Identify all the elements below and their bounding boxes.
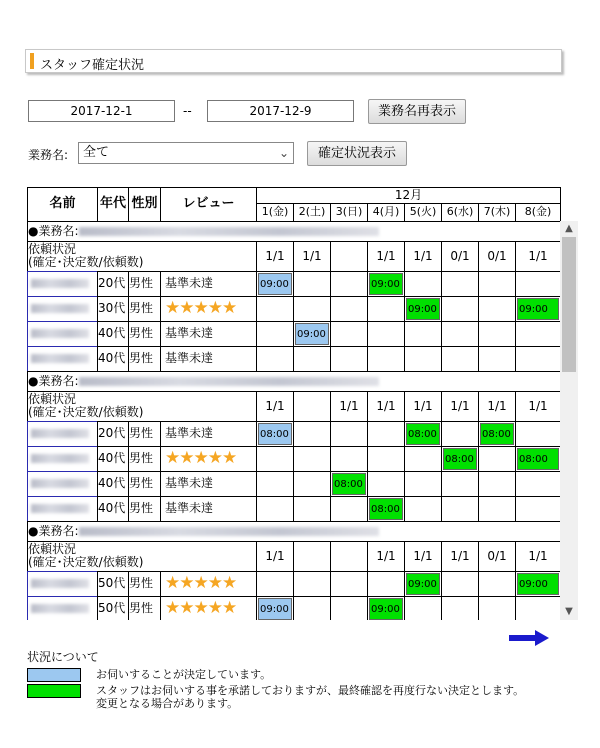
accepted-slot[interactable]: 09:00 xyxy=(406,298,440,320)
work-name-redacted xyxy=(79,227,379,236)
accepted-slot[interactable]: 08:00 xyxy=(443,448,477,470)
schedule-cell[interactable] xyxy=(367,446,405,472)
schedule-cell[interactable] xyxy=(330,496,368,522)
schedule-cell[interactable] xyxy=(256,446,294,472)
col-header-name: 名前 xyxy=(27,187,98,222)
work-group-label: ●業務名: xyxy=(28,524,79,538)
schedule-cell[interactable] xyxy=(293,346,331,372)
request-status-title: 依頼状況 xyxy=(28,242,77,256)
request-status-cell xyxy=(293,391,331,422)
day-header: 2(土) xyxy=(293,203,331,222)
accepted-slot[interactable]: 08:00 xyxy=(369,498,403,520)
schedule-cell[interactable] xyxy=(404,271,442,297)
day-header: 1(金) xyxy=(256,203,294,222)
staff-review xyxy=(160,471,257,497)
schedule-cell[interactable] xyxy=(256,346,294,372)
staff-name-redacted xyxy=(31,429,89,438)
schedule-cell[interactable] xyxy=(367,471,405,497)
schedule-cell[interactable] xyxy=(478,346,516,372)
staff-age: 40代 xyxy=(97,496,129,522)
schedule-cell[interactable] xyxy=(330,296,368,322)
staff-age: 40代 xyxy=(97,471,129,497)
schedule-cell[interactable] xyxy=(367,596,405,620)
schedule-cell[interactable] xyxy=(330,446,368,472)
staff-age: 50代 xyxy=(97,571,129,597)
staff-name-link[interactable] xyxy=(27,296,98,322)
request-status-cell: 1/1 xyxy=(515,541,561,572)
request-status-subtitle: (確定･決定数/依頼数) xyxy=(28,405,144,419)
request-status-cell: 1/1 xyxy=(256,241,294,272)
staff-review xyxy=(160,346,257,372)
schedule-cell[interactable] xyxy=(478,571,516,597)
staff-age: 20代 xyxy=(97,421,129,447)
day-header: 4(月) xyxy=(367,203,405,222)
request-status-label xyxy=(27,391,257,422)
schedule-cell[interactable] xyxy=(367,296,405,322)
schedule-cell[interactable] xyxy=(515,346,561,372)
grid-header xyxy=(27,187,560,221)
staff-name-link[interactable] xyxy=(27,496,98,522)
schedule-cell[interactable] xyxy=(256,496,294,522)
staff-review xyxy=(160,446,257,472)
staff-name-link[interactable] xyxy=(27,471,98,497)
schedule-cell[interactable] xyxy=(293,496,331,522)
schedule-cell[interactable] xyxy=(478,271,516,297)
request-status-title: 依頼状況 xyxy=(28,542,77,556)
request-status-cell: 1/1 xyxy=(441,391,479,422)
confirmed-slot[interactable]: 09:00 xyxy=(258,273,292,295)
schedule-cell[interactable] xyxy=(367,271,405,297)
request-status-cell: 1/1 xyxy=(293,241,331,272)
day-header: 7(木) xyxy=(478,203,516,222)
legend-blue-text: お伺いすることが決定しています。 xyxy=(96,668,272,681)
schedule-cell[interactable] xyxy=(441,421,479,447)
schedule-cell[interactable] xyxy=(293,571,331,597)
staff-name-redacted xyxy=(31,279,89,288)
work-group-label: ●業務名: xyxy=(28,224,79,238)
page-title: スタッフ確定状況 xyxy=(40,58,145,73)
confirmed-slot[interactable]: 08:00 xyxy=(258,423,292,445)
accepted-slot[interactable]: 09:00 xyxy=(517,298,559,320)
request-status-cell: 1/1 xyxy=(330,391,368,422)
staff-name-redacted xyxy=(31,454,89,463)
scroll-up-icon[interactable]: ▲ xyxy=(565,223,573,234)
schedule-cell[interactable] xyxy=(515,471,561,497)
request-status-cell: 1/1 xyxy=(367,541,405,572)
date-to-input[interactable]: 2017-12-9 xyxy=(207,100,354,122)
request-status-label xyxy=(27,241,257,272)
staff-gender: 男性 xyxy=(128,496,161,522)
work-group-header xyxy=(27,521,561,542)
star-rating-icon: ★★★★★ xyxy=(165,598,237,618)
schedule-cell[interactable] xyxy=(293,471,331,497)
schedule-cell[interactable] xyxy=(330,471,368,497)
section-title-bar xyxy=(25,49,562,73)
schedule-cell[interactable] xyxy=(293,446,331,472)
legend-title: 状況について xyxy=(27,650,99,664)
work-group-header xyxy=(27,221,561,242)
schedule-cell[interactable] xyxy=(404,321,442,347)
request-status-cell xyxy=(293,541,331,572)
schedule-cell[interactable] xyxy=(404,471,442,497)
schedule-cell[interactable] xyxy=(330,421,368,447)
title-accent-mark xyxy=(30,53,34,69)
schedule-cell[interactable] xyxy=(515,571,561,597)
request-status-cell: 1/1 xyxy=(256,541,294,572)
date-separator: -- xyxy=(183,104,192,118)
request-status-cell: 1/1 xyxy=(478,391,516,422)
schedule-cell[interactable] xyxy=(441,346,479,372)
schedule-cell[interactable] xyxy=(404,446,442,472)
accepted-slot[interactable]: 09:00 xyxy=(517,573,559,595)
schedule-cell[interactable] xyxy=(330,321,368,347)
schedule-cell[interactable] xyxy=(478,446,516,472)
staff-name-link[interactable] xyxy=(27,421,98,447)
request-status-cell: 0/1 xyxy=(478,541,516,572)
schedule-cell[interactable] xyxy=(330,271,368,297)
staff-age: 50代 xyxy=(97,596,129,620)
request-status-cell: 1/1 xyxy=(404,241,442,272)
staff-age: 40代 xyxy=(97,446,129,472)
staff-name-link[interactable] xyxy=(27,346,98,372)
staff-name-link[interactable] xyxy=(27,571,98,597)
staff-review xyxy=(160,321,257,347)
schedule-cell[interactable] xyxy=(256,321,294,347)
staff-name-redacted xyxy=(31,504,89,513)
work-name-redacted xyxy=(79,527,379,536)
schedule-cell[interactable] xyxy=(441,446,479,472)
work-name-redacted xyxy=(79,377,379,386)
accepted-slot[interactable]: 09:00 xyxy=(406,573,440,595)
staff-schedule-grid xyxy=(27,187,578,620)
review-status-text: 基準未達 xyxy=(165,426,214,440)
staff-name-link[interactable] xyxy=(27,596,98,620)
review-status-text: 基準未達 xyxy=(165,276,214,290)
schedule-cell[interactable] xyxy=(293,321,331,347)
schedule-cell[interactable] xyxy=(515,496,561,522)
accepted-slot[interactable]: 09:00 xyxy=(369,273,403,295)
request-status-cell: 0/1 xyxy=(478,241,516,272)
schedule-cell[interactable] xyxy=(256,471,294,497)
accepted-slot[interactable]: 09:00 xyxy=(369,598,403,620)
schedule-cell[interactable] xyxy=(441,321,479,347)
request-status-cell xyxy=(330,241,368,272)
schedule-cell[interactable] xyxy=(404,296,442,322)
staff-name-redacted xyxy=(31,479,89,488)
schedule-cell[interactable] xyxy=(367,346,405,372)
legend-blue-swatch xyxy=(27,668,81,682)
request-status-cell: 1/1 xyxy=(256,391,294,422)
schedule-cell[interactable] xyxy=(478,421,516,447)
accepted-slot[interactable]: 08:00 xyxy=(332,473,366,495)
staff-review xyxy=(160,496,257,522)
schedule-cell[interactable] xyxy=(293,271,331,297)
reload-work-button[interactable]: 業務名再表示 xyxy=(368,99,466,124)
staff-name-redacted xyxy=(31,579,89,588)
staff-gender: 男性 xyxy=(128,271,161,297)
work-name-select[interactable] xyxy=(78,142,294,164)
schedule-cell[interactable] xyxy=(441,496,479,522)
work-group-label: ●業務名: xyxy=(28,374,79,388)
legend-green-text-2: 変更となる場合があります。 xyxy=(96,697,239,710)
schedule-cell[interactable] xyxy=(515,446,561,472)
staff-name-link[interactable] xyxy=(27,321,98,347)
day-header: 5(火) xyxy=(404,203,442,222)
schedule-cell[interactable] xyxy=(478,496,516,522)
show-status-button[interactable]: 確定状況表示 xyxy=(307,141,407,166)
schedule-cell[interactable] xyxy=(367,421,405,447)
col-header-age: 年代 xyxy=(97,187,129,222)
staff-name-redacted xyxy=(31,604,89,613)
staff-name-link[interactable] xyxy=(27,271,98,297)
review-status-text: 基準未達 xyxy=(165,501,214,515)
request-status-subtitle: (確定･決定数/依頼数) xyxy=(28,255,144,269)
schedule-cell[interactable] xyxy=(478,596,516,620)
request-status-title: 依頼状況 xyxy=(28,392,77,406)
staff-gender: 男性 xyxy=(128,296,161,322)
schedule-cell[interactable] xyxy=(404,421,442,447)
legend-green-text-1: スタッフはお伺いする事を承諾しておりますが、最終確認を再度行ない決定とします。 xyxy=(96,684,525,697)
schedule-cell[interactable] xyxy=(330,596,368,620)
staff-name-redacted xyxy=(31,304,89,313)
schedule-cell[interactable] xyxy=(404,571,442,597)
next-arrow-icon[interactable] xyxy=(509,630,549,646)
work-group-header xyxy=(27,371,561,392)
schedule-cell[interactable] xyxy=(256,296,294,322)
staff-age: 40代 xyxy=(97,346,129,372)
staff-review xyxy=(160,271,257,297)
staff-gender: 男性 xyxy=(128,446,161,472)
schedule-cell[interactable] xyxy=(367,571,405,597)
legend-green-swatch xyxy=(27,684,81,698)
work-name-value: 全て xyxy=(83,145,110,160)
vertical-scrollbar[interactable] xyxy=(560,221,578,620)
review-status-text: 基準未達 xyxy=(165,351,214,365)
star-rating-icon: ★★★★★ xyxy=(165,448,237,468)
staff-age: 20代 xyxy=(97,271,129,297)
staff-age: 30代 xyxy=(97,296,129,322)
request-status-cell: 1/1 xyxy=(441,541,479,572)
accepted-slot[interactable]: 08:00 xyxy=(480,423,514,445)
col-header-review: レビュー xyxy=(160,187,257,222)
work-name-label: 業務名: xyxy=(28,148,69,162)
staff-gender: 男性 xyxy=(128,571,161,597)
staff-gender: 男性 xyxy=(128,596,161,620)
schedule-cell[interactable] xyxy=(256,596,294,620)
schedule-cell[interactable] xyxy=(256,571,294,597)
request-status-cell: 1/1 xyxy=(367,241,405,272)
schedule-cell[interactable] xyxy=(330,346,368,372)
schedule-cell[interactable] xyxy=(256,421,294,447)
schedule-cell[interactable] xyxy=(293,421,331,447)
star-rating-icon: ★★★★★ xyxy=(165,298,237,318)
schedule-cell[interactable] xyxy=(515,596,561,620)
accepted-slot[interactable]: 08:00 xyxy=(406,423,440,445)
day-header: 6(水) xyxy=(441,203,479,222)
request-status-cell: 1/1 xyxy=(515,241,561,272)
grid-scroll-area[interactable] xyxy=(27,221,578,620)
schedule-cell[interactable] xyxy=(515,321,561,347)
review-status-text: 基準未達 xyxy=(165,326,214,340)
staff-gender: 男性 xyxy=(128,346,161,372)
confirmed-slot[interactable]: 09:00 xyxy=(295,323,329,345)
staff-review xyxy=(160,421,257,447)
request-status-subtitle: (確定･決定数/依頼数) xyxy=(28,555,144,569)
chevron-down-icon: ⌄ xyxy=(278,146,289,160)
staff-name-redacted xyxy=(31,329,89,338)
request-status-cell xyxy=(330,541,368,572)
schedule-cell[interactable] xyxy=(441,271,479,297)
staff-name-link[interactable] xyxy=(27,446,98,472)
accepted-slot[interactable]: 08:00 xyxy=(517,448,559,470)
staff-gender: 男性 xyxy=(128,471,161,497)
staff-review xyxy=(160,571,257,597)
star-rating-icon: ★★★★★ xyxy=(165,573,237,593)
request-status-cell: 0/1 xyxy=(441,241,479,272)
schedule-cell[interactable] xyxy=(441,471,479,497)
staff-gender: 男性 xyxy=(128,321,161,347)
schedule-cell[interactable] xyxy=(478,321,516,347)
schedule-cell[interactable] xyxy=(404,346,442,372)
schedule-cell[interactable] xyxy=(478,471,516,497)
schedule-cell[interactable] xyxy=(293,596,331,620)
schedule-cell[interactable] xyxy=(404,496,442,522)
schedule-cell[interactable] xyxy=(515,421,561,447)
confirmed-slot[interactable]: 09:00 xyxy=(258,598,292,620)
staff-gender: 男性 xyxy=(128,421,161,447)
schedule-cell[interactable] xyxy=(441,571,479,597)
request-status-cell: 1/1 xyxy=(515,391,561,422)
schedule-cell[interactable] xyxy=(256,271,294,297)
col-header-gender: 性別 xyxy=(128,187,161,222)
schedule-cell[interactable] xyxy=(478,296,516,322)
staff-age: 40代 xyxy=(97,321,129,347)
day-header: 3(日) xyxy=(330,203,368,222)
scrollbar-thumb[interactable] xyxy=(562,237,576,372)
schedule-cell[interactable] xyxy=(515,296,561,322)
schedule-cell[interactable] xyxy=(441,296,479,322)
request-status-label xyxy=(27,541,257,572)
staff-name-redacted xyxy=(31,354,89,363)
staff-review xyxy=(160,296,257,322)
scroll-down-icon[interactable]: ▼ xyxy=(565,606,573,617)
staff-review xyxy=(160,596,257,620)
request-status-cell: 1/1 xyxy=(367,391,405,422)
month-header: 12月 xyxy=(256,187,561,204)
schedule-cell[interactable] xyxy=(367,321,405,347)
schedule-cell[interactable] xyxy=(293,296,331,322)
schedule-cell[interactable] xyxy=(330,571,368,597)
schedule-cell[interactable] xyxy=(367,496,405,522)
review-status-text: 基準未達 xyxy=(165,476,214,490)
request-status-cell: 1/1 xyxy=(404,541,442,572)
day-header: 8(金) xyxy=(515,203,561,222)
date-from-input[interactable]: 2017-12-1 xyxy=(28,100,175,122)
schedule-cell[interactable] xyxy=(515,271,561,297)
schedule-cell[interactable] xyxy=(441,596,479,620)
schedule-cell[interactable] xyxy=(404,596,442,620)
request-status-cell: 1/1 xyxy=(404,391,442,422)
